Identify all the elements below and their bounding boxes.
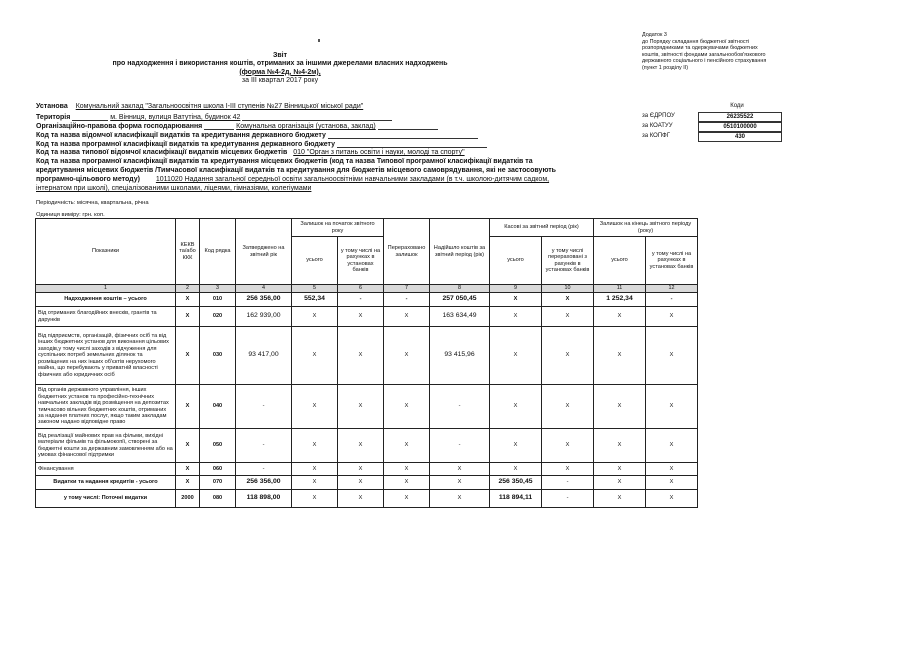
header-indicators: Показники: [36, 219, 176, 285]
row-cell: 93 415,96: [430, 327, 490, 385]
code-label-koatuu: за КОАТУУ: [642, 123, 673, 129]
territory-line: [36, 113, 392, 121]
row-cell: Х: [384, 307, 430, 327]
index-cell: 12: [646, 285, 698, 293]
row-cell: Х: [430, 490, 490, 508]
row-cell: Х: [490, 429, 542, 463]
row-name: Фінансування: [36, 463, 176, 476]
row-cell: 257 050,45: [430, 293, 490, 307]
row-cell: Х: [292, 307, 338, 327]
typical-code-line: [36, 149, 465, 156]
row-cell: Х: [384, 385, 430, 429]
row-kekv: Х: [176, 307, 200, 327]
territory-label: Територія: [36, 114, 71, 121]
local-prog-line-3: [36, 176, 549, 183]
row-cell: -: [542, 476, 594, 490]
header-row-code: Код рядка: [200, 219, 236, 285]
row-cell: Х: [594, 307, 646, 327]
row-code: 070: [200, 476, 236, 490]
row-name: Від отриманих благодійних внесків, грантів та дарунків: [36, 307, 176, 327]
index-cell: 10: [542, 285, 594, 293]
legal-form-blank: [204, 122, 234, 130]
row-cell: Х: [594, 327, 646, 385]
row-approved: -: [236, 385, 292, 429]
row-cell: 1 252,34: [594, 293, 646, 307]
prog-code-label: Код та назва програмної класифікації видатків та кредитування державного бюджету: [36, 141, 336, 148]
row-cell: -: [384, 293, 430, 307]
index-cell: 7: [384, 285, 430, 293]
legal-form-blank-tail: [378, 122, 438, 130]
header-approved: Затверджено на звітний рік: [236, 219, 292, 285]
unit-of-measure: Одиниця виміру: грн. коп.: [36, 212, 105, 218]
row-cell: Х: [384, 327, 430, 385]
row-cell: Х: [490, 307, 542, 327]
typical-code-value: 010 "Орган з питань освіти і науки, молоді та спорту": [293, 149, 465, 156]
row-cell: Х: [292, 463, 338, 476]
index-cell: 6: [338, 285, 384, 293]
row-cell: Х: [384, 476, 430, 490]
row-approved: 256 356,00: [236, 293, 292, 307]
header-cash-total: усього: [490, 237, 542, 285]
row-cell: Х: [292, 429, 338, 463]
row-code: 060: [200, 463, 236, 476]
index-cell: 9: [490, 285, 542, 293]
row-approved: 162 939,00: [236, 307, 292, 327]
row-cell: Х: [594, 490, 646, 508]
row-name: Від підприємств, організацій, фізичних осіб та від інших бюджетних установ для виконання цільових заходів,у тому числі заходів з відчуження для суспільних потреб земельних ділянок та розміщених на них інших об'єктів нерухомого майна, що перебувають у приватній власності фізичних або юридичних осіб: [36, 327, 176, 385]
local-prog-line-4: [36, 185, 311, 192]
row-cell: Х: [384, 429, 430, 463]
report-table: [35, 218, 698, 508]
table-row: [36, 490, 698, 508]
row-approved: 93 417,00: [236, 327, 292, 385]
table-row: [36, 293, 698, 307]
row-cell: -: [646, 293, 698, 307]
header-received: Надійшло коштів за звітний період (рік): [430, 219, 490, 285]
row-cell: Х: [338, 476, 384, 490]
row-cell: Х: [542, 293, 594, 307]
row-cell: Х: [594, 463, 646, 476]
dept-code-blank: [328, 131, 478, 139]
index-cell: 5: [292, 285, 338, 293]
header-transferred: Перераховано залишок: [384, 219, 430, 285]
report-title: [112, 52, 448, 86]
title-line-1: Звіт: [272, 52, 288, 59]
row-approved: -: [236, 429, 292, 463]
prog-code-blank: [337, 140, 487, 148]
row-cell: Х: [646, 429, 698, 463]
codes-header: Коди: [730, 103, 744, 109]
header-end-bank: у тому числі на рахунках в установах банків: [646, 237, 698, 285]
page-mark: [318, 39, 320, 42]
row-cell: Х: [594, 476, 646, 490]
row-code: 080: [200, 490, 236, 508]
row-cell: Х: [338, 385, 384, 429]
header-balance-start: Залишок на початок звітного року: [292, 219, 384, 237]
row-cell: Х: [338, 429, 384, 463]
periodicity: Періодичність: місячна, квартальна, річна: [36, 200, 149, 206]
row-code: 010: [200, 293, 236, 307]
row-kekv: Х: [176, 429, 200, 463]
row-cell: Х: [490, 385, 542, 429]
annex-note: [642, 32, 842, 72]
local-prog-value: 1011020 Надання загальної середньої освіти загальноосвітніми навчальними закладами (в т.ч. школою-дитячим садком,: [155, 176, 550, 183]
local-prog-prefix: програмно-цільового методу): [36, 176, 140, 183]
row-cell: Х: [338, 490, 384, 508]
row-cell: Х: [594, 385, 646, 429]
column-index-row: [36, 285, 698, 293]
local-prog-line-2: кредитування місцевих бюджетів /Тимчасової класифікації видатків та кредитування для бюджетів місцевого самоврядування, які не застосовують: [36, 167, 556, 174]
territory-blank-tail: [242, 113, 392, 121]
annex-line: до Порядку складання бюджетної звітності: [642, 38, 750, 45]
dept-code-label: Код та назва відомчої класифікації видатків та кредитування державного бюджету: [36, 132, 326, 139]
institution-value: Комунальний заклад "Загальноосвітня школа І-ІІІ ступенів №27 Вінницької міської ради": [75, 103, 364, 110]
row-code: 030: [200, 327, 236, 385]
local-prog-line-1: Код та назва програмної класифікації видатків та кредитування місцевих бюджетів (код та назва Типової програмної класифікації видатків та: [36, 158, 533, 165]
row-cell: Х: [292, 385, 338, 429]
row-cell: Х: [292, 476, 338, 490]
row-cell: Х: [646, 307, 698, 327]
typical-code-label: Код та назва типової відомчої класифікації видатків місцевих бюджетів: [36, 149, 288, 156]
row-approved: 256 356,00: [236, 476, 292, 490]
row-cell: -: [430, 385, 490, 429]
row-cell: Х: [338, 307, 384, 327]
row-cell: Х: [646, 476, 698, 490]
header-start-total: усього: [292, 237, 338, 285]
table-row: [36, 429, 698, 463]
header-kekv: КЕКВ та/або ККК: [176, 219, 200, 285]
row-name: Надходження коштів – усього: [36, 293, 176, 307]
row-cell: Х: [384, 463, 430, 476]
header-cash-incl: у тому числі перераховані з рахунків в установах банків: [542, 237, 594, 285]
table-row: [36, 463, 698, 476]
row-cell: Х: [430, 476, 490, 490]
row-cell: Х: [646, 463, 698, 476]
row-approved: 118 898,00: [236, 490, 292, 508]
table-row: [36, 385, 698, 429]
header-start-bank: у тому числі на рахунках в установах банків: [338, 237, 384, 285]
annex-line: коштів, звітності фондами загальнообов'язкового: [642, 51, 766, 58]
index-cell: 2: [176, 285, 200, 293]
territory-value: м. Вінниця, вулиця Ватутіна, будинок 42: [110, 114, 241, 121]
row-name: Від органів державного управління, інших бюджетних установ та професійно-технічних навчальних закладів від розміщення на депозитах тимчасово вільних бюджетних коштів, отриманих за надання платних послуг, якщо таким закладам законом надано відповідне право: [36, 385, 176, 429]
row-cell: Х: [384, 490, 430, 508]
index-cell: 4: [236, 285, 292, 293]
code-value-edrpou: 26235522: [698, 112, 782, 122]
dept-code-line: [36, 131, 478, 139]
row-cell: Х: [490, 293, 542, 307]
row-cell: 163 634,49: [430, 307, 490, 327]
row-kekv: Х: [176, 385, 200, 429]
row-cell: Х: [292, 490, 338, 508]
code-label-edrpou: за ЄДРПОУ: [642, 113, 675, 119]
local-prog-value-cont: інтернатом при школі), спеціалізованими школами, ліцеями, гімназіями, колегіумами: [36, 185, 312, 192]
territory-blank: [72, 113, 108, 121]
row-cell: -: [338, 293, 384, 307]
row-cell: Х: [490, 463, 542, 476]
row-name: Від реалізації майнових прав на фільми, вихідні матеріали фільмів та фільмокопії, створені за бюджетні кошти за державним замовленням або на умовах фінансової підтримки: [36, 429, 176, 463]
code-value-koatuu: 0510100000: [698, 122, 782, 132]
row-kekv: Х: [176, 476, 200, 490]
title-line-4: за ІІІ квартал 2017 року: [241, 77, 319, 85]
row-cell: Х: [542, 327, 594, 385]
index-cell: 8: [430, 285, 490, 293]
annex-line: Додаток 3: [642, 32, 667, 38]
row-code: 020: [200, 307, 236, 327]
header-end-total: усього: [594, 237, 646, 285]
row-cell: Х: [430, 463, 490, 476]
title-line-2: про надходження і використання коштів, отриманих за іншими джерелами власних надходжень: [112, 60, 448, 68]
row-cell: Х: [646, 490, 698, 508]
row-cell: -: [542, 490, 594, 508]
annex-line: розпорядниками та одержувачами бюджетних: [642, 45, 758, 52]
row-cell: Х: [338, 463, 384, 476]
row-cell: Х: [292, 327, 338, 385]
row-cell: 256 350,45: [490, 476, 542, 490]
table-row: [36, 476, 698, 490]
row-approved: -: [236, 463, 292, 476]
row-cell: Х: [646, 385, 698, 429]
annex-line: державного соціального і пенсійного страхування: [642, 58, 767, 65]
legal-form-line: [36, 122, 438, 130]
code-value-kopfg: 430: [698, 132, 782, 142]
row-cell: 118 894,11: [490, 490, 542, 508]
row-cell: Х: [542, 429, 594, 463]
row-cell: Х: [542, 463, 594, 476]
row-kekv: Х: [176, 327, 200, 385]
row-name: Видатки та надання кредитів - усього: [36, 476, 176, 490]
header-balance-end: Залишок на кінець звітного періоду (року): [594, 219, 698, 237]
row-cell: Х: [542, 307, 594, 327]
row-cell: Х: [646, 327, 698, 385]
index-cell: 11: [594, 285, 646, 293]
header-cash: Касові за звітний період (рік): [490, 219, 594, 237]
prog-code-line: [36, 140, 487, 148]
row-cell: -: [430, 429, 490, 463]
table-row: [36, 307, 698, 327]
index-cell: 1: [36, 285, 176, 293]
row-cell: Х: [338, 327, 384, 385]
index-cell: 3: [200, 285, 236, 293]
legal-form-label: Організаційно-правова форма господарювання: [36, 123, 203, 130]
code-label-kopfg: за КОПФГ: [642, 133, 670, 139]
row-cell: 552,34: [292, 293, 338, 307]
row-code: 050: [200, 429, 236, 463]
legal-form-value: Комунальна організація (установа, заклад): [236, 123, 376, 130]
row-cell: Х: [542, 385, 594, 429]
row-cell: Х: [594, 429, 646, 463]
row-cell: Х: [490, 327, 542, 385]
row-kekv: Х: [176, 463, 200, 476]
row-name: у тому числі: Поточні видатки: [36, 490, 176, 508]
row-kekv: 2000: [176, 490, 200, 508]
annex-line: (пункт 1 розділу ІІ): [642, 64, 689, 71]
row-code: 040: [200, 385, 236, 429]
table-row: [36, 327, 698, 385]
institution-label: Установа: [36, 103, 68, 110]
institution-line: [36, 103, 363, 110]
title-line-3: (форма №4-2д, №4-2м),: [239, 68, 321, 76]
row-kekv: Х: [176, 293, 200, 307]
